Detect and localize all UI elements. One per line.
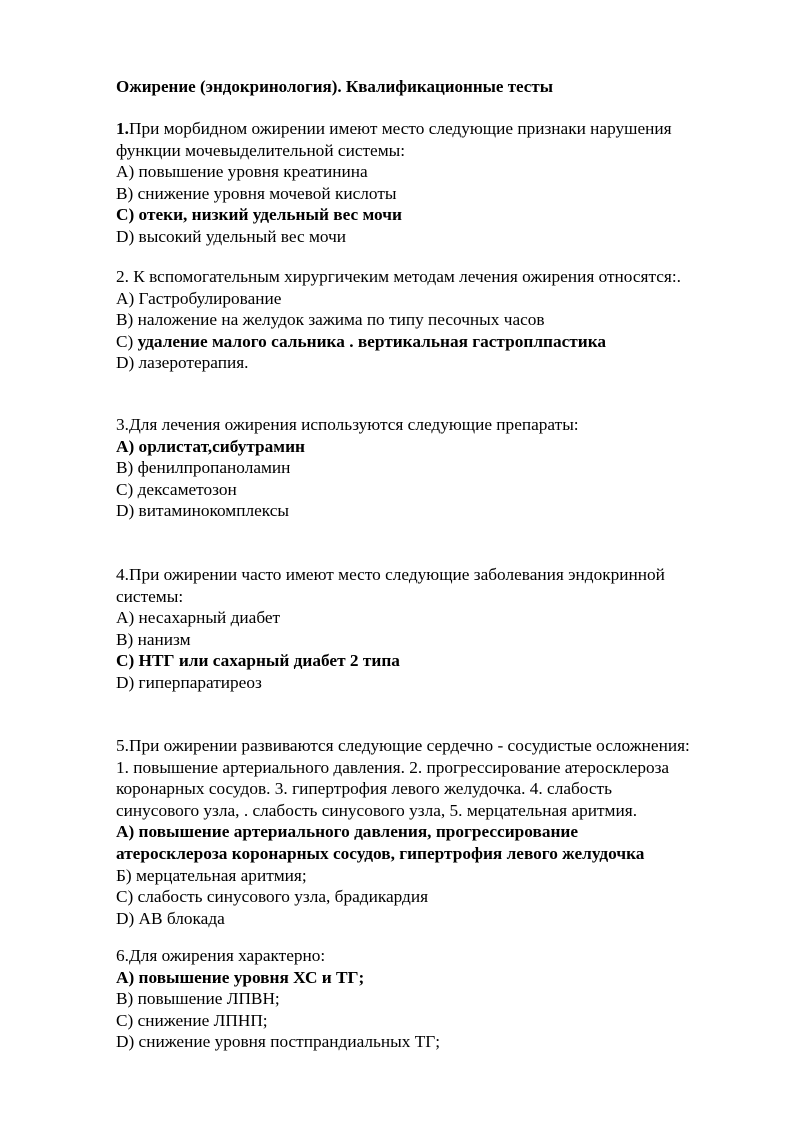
question-6-option-a-correct: А) повышение уровня ХС и ТГ; (116, 967, 365, 987)
document-page (116, 76, 756, 1052)
question-4-option-b: В) нанизм (116, 629, 191, 649)
question-5-text-line-3: коронарных сосудов. 3. гипертрофия левого желудочка. 4. слабость (116, 779, 612, 799)
question-5-option-c: С) слабость синусового узла, брадикардия (116, 887, 429, 907)
question-5 (116, 735, 756, 929)
question-5-option-b: Б) мерцательная аритмия; (116, 865, 307, 885)
question-1 (116, 118, 756, 248)
question-5-text-line-4: синусового узла, . слабость синусового узла, 5. мерцательная аритмия. (116, 800, 638, 820)
question-2-option-c-correct: удаление малого сальника . вертикальная гастроплпастика (137, 331, 607, 351)
question-6-option-b: В) повышение ЛПВН; (116, 989, 280, 1009)
question-6-option-d: D) снижение уровня постпрандиальных ТГ; (116, 1032, 441, 1052)
question-4-option-a: А) несахарный диабет (116, 608, 281, 628)
question-3-option-c: С) дексаметозон (116, 479, 237, 499)
question-4-text-line-2: системы: (116, 586, 184, 606)
question-3-text: 3.Для лечения ожирения используются следующие препараты: (116, 415, 579, 434)
question-1-option-b: В) снижение уровня мочевой кислоты (116, 183, 397, 203)
question-6-option-c: С) снижение ЛПНП; (116, 1010, 268, 1030)
question-4-option-d: D) гиперпаратиреоз (116, 672, 262, 692)
question-2-option-c: С) удаление малого сальника . вертикальная гастроплпастика (116, 331, 607, 351)
question-5-text-line-1: 5.При ожирении развиваются следующие сердечно - сосудистые осложнения: (116, 736, 690, 755)
question-1-text-line-1: 1.При морбидном ожирении имеют место следующие признаки нарушения (116, 119, 672, 138)
question-2 (116, 266, 756, 374)
document-title: Ожирение (эндокринология). Квалификационные тесты (116, 77, 553, 96)
question-2-option-a: А) Гастробулирование (116, 288, 282, 308)
question-6-text: 6.Для ожирения характерно: (116, 946, 326, 965)
question-5-option-a-correct-line-1: А) повышение артериального давления, прогрессирование (116, 822, 579, 842)
question-4 (116, 564, 756, 694)
question-1-number: 1. (116, 119, 129, 138)
question-2-text: 2. К вспомогательным хирургичеким методам лечения ожирения относятся:. (116, 267, 681, 286)
question-4-option-c-correct: С) НТГ или сахарный диабет 2 типа (116, 651, 400, 671)
question-5-option-d: D) АВ блокада (116, 908, 225, 928)
question-3-option-b: В) фенилпропаноламин (116, 458, 291, 478)
question-3-option-d: D) витаминокомплексы (116, 501, 290, 521)
question-1-option-c-correct: С) отеки, низкий удельный вес мочи (116, 205, 402, 225)
question-1-option-d: D) высокий удельный вес мочи (116, 226, 347, 246)
question-3-option-a-correct: А) орлистат,сибутрамин (116, 436, 305, 456)
question-2-option-d: D) лазеротерапия. (116, 353, 249, 373)
question-1-option-a: А) повышение уровня креатинина (116, 162, 368, 182)
question-3 (116, 414, 756, 522)
question-4-text-line-1: 4.При ожирении часто имеют место следующие заболевания эндокринной (116, 565, 665, 584)
question-6 (116, 945, 756, 1053)
question-5-option-a-correct-line-2: атеросклероза коронарных сосудов, гипертрофия левого желудочка (116, 843, 645, 863)
question-1-text-line-2: функции мочевыделительной системы: (116, 140, 406, 160)
question-2-option-b: В) наложение на желудок зажима по типу песочных часов (116, 310, 545, 330)
question-5-text-line-2: 1. повышение артериального давления. 2. прогрессирование атеросклероза (116, 757, 670, 777)
